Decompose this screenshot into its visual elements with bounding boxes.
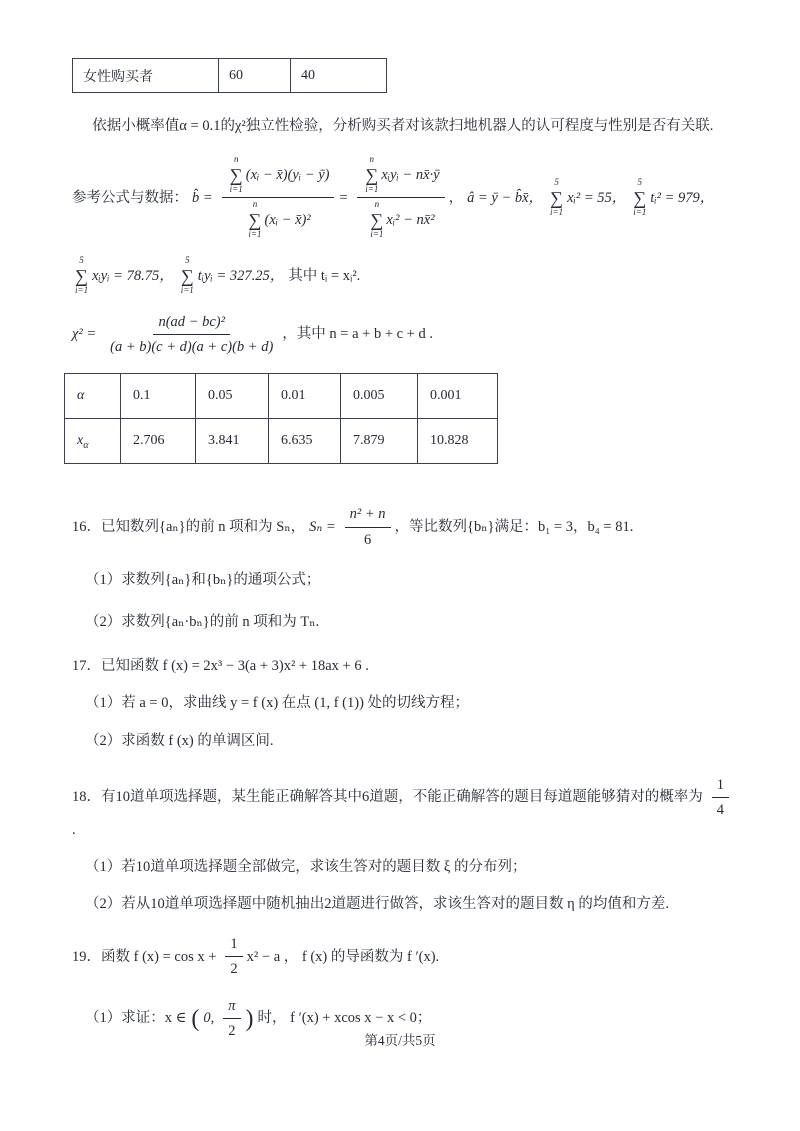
fraction-one-quarter — [712, 775, 729, 821]
sum-upper-limit: 5 — [637, 176, 643, 187]
sum-upper-limit: 5 — [79, 255, 84, 266]
table-cell: 0.001 — [418, 374, 498, 419]
sum-upper-limit: n — [374, 199, 380, 210]
table-cell: 2.706 — [121, 419, 196, 464]
fraction-denominator: 2 — [228, 1023, 236, 1040]
bhat-equals: b̂ = — [192, 189, 213, 206]
sum-lower-limit: i=1 — [75, 284, 89, 295]
sum-lower-limit: i=1 — [180, 284, 194, 295]
problem-17-q1: （1）若 a = 0，求曲线 y = f (x) 在点 (1, f (1)) 处的切线方程； — [85, 695, 470, 712]
problem-19 — [72, 934, 740, 1041]
period: . — [72, 822, 76, 839]
sigma-icon: ∑ — [633, 187, 647, 208]
ahat-formula: â = ȳ − b̂x̄， — [467, 189, 544, 206]
problem-16-q2: （2）求数列{aₙ·bₙ}的前 n 项和为 Tₙ. — [85, 613, 320, 630]
sigma-icon: ∑ — [229, 165, 243, 186]
table-cell: 0.005 — [341, 374, 418, 419]
problem-18-q1: （1）若10道单项选择题全部做完，求该生答对的题目数 ξ 的分布列； — [85, 858, 527, 875]
table-cell: 0.1 — [121, 374, 196, 419]
sigma-icon: ∑ — [248, 210, 262, 231]
fraction-numerator: n(ad − bc)² — [153, 312, 229, 335]
comma: ， — [448, 189, 464, 206]
fraction-numerator: 1 — [225, 934, 242, 957]
where-clause: ，其中 n = a + b + c + d . — [282, 326, 433, 343]
sum-values-line — [72, 256, 740, 296]
sigma-icon: ∑ — [75, 265, 88, 286]
sum-upper-limit: 5 — [184, 255, 190, 266]
math-text: xᵢyᵢ = 78.75， — [92, 267, 174, 284]
fraction-numerator — [222, 155, 335, 198]
fraction-numerator: n² + n — [345, 504, 391, 527]
fraction-denominator — [362, 198, 439, 240]
sum-upper-limit: n — [252, 199, 258, 210]
problem-18 — [72, 775, 740, 916]
table-cell: 女性购买者 — [73, 59, 219, 93]
reference-formula-label: 参考公式与数据： — [72, 189, 188, 206]
problem-text: 16．已知数列{aₙ}的前 n 项和为 Sₙ， — [72, 519, 306, 536]
problem-text: 19．函数 f (x) = cos x + — [72, 948, 217, 965]
sum-lower-limit: i=1 — [365, 184, 379, 195]
sigma-icon: ∑ — [365, 165, 379, 186]
sum-lower-limit: i=1 — [370, 229, 384, 240]
fraction-numerator: 1 — [712, 775, 729, 798]
critical-value-table — [64, 373, 498, 464]
open-paren: ( — [191, 1005, 200, 1032]
chi-square-formula-line — [72, 312, 740, 358]
sigma-icon: ∑ — [180, 265, 194, 286]
sum-symbol — [75, 256, 88, 296]
math-text: (xᵢ − x̄)² — [264, 211, 311, 228]
problem-text: 18．有10道单项选择题，某生能正确解答其中6道题，不能正确解答的题目每道题能够猜对的概率为 — [72, 789, 703, 806]
page-footer: 第4页/共5页 — [364, 1033, 436, 1048]
problem-text: x² − a ， f (x) 的导函数为 f ′(x). — [246, 948, 440, 965]
sigma-icon: ∑ — [370, 210, 384, 231]
table-row — [65, 374, 498, 419]
fraction-denominator: (a + b)(c + d)(a + c)(b + d) — [110, 339, 274, 356]
chi-square-lead: χ² = — [72, 326, 97, 343]
sum-symbol — [181, 256, 194, 296]
sum-upper-limit: 5 — [554, 176, 559, 187]
table-cell: 0.05 — [196, 374, 269, 419]
math-text: 0, — [203, 1010, 215, 1027]
close-paren: ) — [245, 1005, 254, 1032]
problem-18-head — [72, 775, 740, 841]
sum-symbol — [365, 155, 378, 195]
problem-17-q2: （2）求函数 f (x) 的单调区间. — [85, 733, 274, 749]
math-text: xᵢ² − nx̄² — [386, 211, 435, 228]
equals-sign: = — [338, 189, 349, 206]
table-row — [73, 59, 387, 93]
fraction-chi-square — [105, 312, 278, 358]
problem-17-head: 17．已知函数 f (x) = 2x³ − 3(a + 3)x² + 18ax + 6 . — [72, 657, 369, 674]
fraction-numerator: π — [223, 996, 240, 1019]
math-text: tᵢyᵢ = 327.25， — [197, 267, 285, 284]
sum-upper-limit: n — [233, 154, 239, 165]
problem-text: ，等比数列{bₙ}满足：b₁ = 3，b₄ = 81. — [394, 519, 634, 536]
math-text: (xᵢ − x̄)(yᵢ − ȳ) — [245, 167, 330, 184]
sum-symbol — [633, 178, 646, 218]
sum-upper-limit: n — [369, 154, 375, 165]
table-cell: 60 — [219, 59, 291, 93]
problem-text: （1）求证：x ∈ — [85, 1010, 187, 1027]
table-cell: α — [65, 374, 121, 419]
sum-symbol — [550, 178, 563, 218]
fraction-bhat-1 — [222, 155, 335, 240]
math-text: xᵢ² = 55， — [567, 189, 627, 206]
x-alpha-base: x — [77, 432, 84, 448]
sigma-icon: ∑ — [550, 187, 563, 208]
fraction-numerator — [357, 155, 444, 198]
problem-17 — [72, 656, 740, 753]
problem-18-q2: （2）若从10道单项选择题中随机抽出2道题进行做答，求该生答对的题目数 η 的均值和方差. — [85, 896, 669, 913]
fraction-denominator: 6 — [363, 531, 372, 548]
where-clause: 其中 tᵢ = xᵢ². — [288, 267, 361, 284]
gender-table-fragment — [72, 58, 387, 93]
sum-lower-limit: i=1 — [248, 229, 262, 240]
fraction-denominator: 4 — [716, 802, 724, 819]
fraction-sn — [345, 504, 391, 550]
table-cell — [65, 419, 121, 464]
problem-19-head — [72, 934, 740, 980]
math-text: tᵢ² = 979， — [650, 189, 715, 206]
problem-16-q1: （1）求数列{aₙ}和{bₙ}的通项公式； — [85, 572, 321, 588]
sum-lower-limit: i=1 — [633, 206, 647, 217]
table-cell: 7.879 — [341, 419, 418, 464]
table-cell: 6.635 — [269, 419, 341, 464]
fraction-denominator: 2 — [230, 961, 238, 978]
chi-test-intro: 依据小概率值α = 0.1的χ²独立性检验，分析购买者对该款扫地机器人的认可程度与性别是否有关联. — [92, 118, 714, 134]
reference-formula-line — [72, 155, 740, 240]
math-text: Sₙ = — [309, 519, 336, 536]
fraction-denominator — [240, 198, 315, 240]
problem-16 — [72, 504, 740, 633]
sum-symbol — [248, 200, 261, 240]
problem-text: 时， f ′(x) + xcos x − x < 0； — [257, 1010, 432, 1027]
sum-symbol — [370, 200, 383, 240]
sum-lower-limit: i=1 — [229, 184, 243, 195]
math-text: xᵢyᵢ − nx̄·ȳ — [381, 167, 440, 184]
table-cell: 40 — [291, 59, 387, 93]
table-cell: 3.841 — [196, 419, 269, 464]
problem-16-head — [72, 504, 740, 550]
x-alpha-sub: α — [83, 439, 89, 451]
sum-lower-limit: i=1 — [550, 206, 564, 217]
fraction-bhat-2 — [357, 155, 444, 240]
fraction-one-half — [225, 934, 242, 980]
table-cell: 0.01 — [269, 374, 341, 419]
sum-symbol — [230, 155, 243, 195]
table-row — [65, 419, 498, 464]
table-cell: 10.828 — [418, 419, 498, 464]
